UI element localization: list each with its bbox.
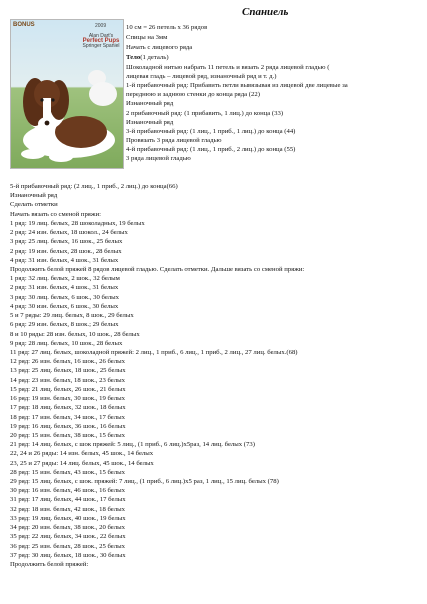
text-line: 32 ряд: 18 изн. белых, 42 шок., 18 белых: [10, 505, 125, 513]
text-line: 9 ряд: 28 лиц. белых, 10 шок., 28 белых: [10, 339, 123, 347]
text-line: 37 ряд: 30 лиц. белых, 18 шок., 30 белых: [10, 551, 126, 559]
text-line: 2 ряд: 19 изн. белых, 28 шок., 28 белых: [10, 247, 122, 255]
text-line: 2 прибавочный ряд: (1 прибавить, 1 лиц.) до конца (33): [126, 109, 284, 117]
text-line: 17 ряд: 18 лиц. белых, 32 шок., 18 белых: [10, 404, 126, 412]
text-line: 3-й прибавочный ряд: (1 лиц., 1 приб., 1 лиц.) до конца (44): [126, 127, 296, 135]
cover-brand: [81, 34, 121, 49]
page-title: Спаниель: [242, 6, 289, 18]
text-line: 4 ряд: 30 изн. белых, 6 шок., 30 белых: [10, 302, 119, 310]
text-line: переднюю и заднюю стенки до конца ряда (22): [126, 91, 260, 99]
text-line: 13 ряд: 25 лиц. белых, 18 шок., 25 белых: [10, 367, 126, 375]
text-line: 31 ряд: 17 лиц. белых, 44 шок., 17 белых: [10, 496, 126, 504]
text-line: 23, 25 и 27 ряды: 14 лиц. белых, 45 шок., 14 белых: [10, 459, 154, 467]
section-heading-note: (1 деталь): [140, 54, 169, 61]
brand-subtitle: Springer Spaniel: [82, 43, 120, 49]
text-line: 16 ряд: 19 изн. белых, 30 шок., 19 белых: [10, 395, 125, 403]
text-line: 11 ряд: 27 лиц. белых, шоколадной пряжей: 2 лиц., 1 приб., 6 лиц., 1 приб., 2 лиц., 27 лиц. белых.(68): [10, 348, 298, 356]
text-line: 33 ряд: 19 лиц. белых, 40 шок., 19 белых: [10, 514, 126, 522]
text-line: 5-й прибавочный ряд: (2 лиц., 1 приб., 2 лиц.) до конца(66): [10, 183, 178, 190]
section-heading-bold: Тело: [126, 54, 141, 61]
text-line: Сделать отметки: [10, 201, 58, 209]
text-line: 1-й прибавочный ряд: Прибавить петли вывязывая из лицевой две лицевые за: [126, 82, 348, 90]
text-line: 2 ряд: 24 изн. белых, 18 шокол., 24 белых: [10, 229, 128, 237]
text-line: 34 ряд: 20 изн. белых, 38 шок., 20 белых: [10, 524, 125, 532]
text-line: 22, 24 и 26 ряды: 14 изн. белых, 45 шок., 14 белых: [10, 450, 154, 458]
text-line: 19 ряд: 16 лиц. белых, 36 шок., 16 белых: [10, 422, 126, 430]
text-line: 2 ряд: 31 изн. белых, 4 шок., 31 белых: [10, 284, 119, 292]
text-line: лицевая гладь – лицевой ряд, изнаночный ряд и т. д.): [126, 73, 277, 81]
text-line: 12 ряд: 26 изн. белых, 16 шок., 26 белых: [10, 358, 125, 366]
text-line: 21 ряд: 14 лиц. белых, с шок пряжей: 5 лиц., (1 приб., 6 лиц.)х5раз, 14 лиц. белых (73): [10, 441, 255, 449]
pattern-cover-photo: [10, 19, 124, 169]
text-line: 3 ряд: 25 лиц. белых, 16 шок., 25 белых: [10, 238, 123, 246]
text-line: Продолжить белой пряжей:: [10, 561, 89, 569]
text-line: 30 ряд: 16 изн. белых, 46 шок., 16 белых: [10, 487, 125, 495]
text-line: 3 ряд: 30 лиц. белых, 6 шок., 30 белых: [10, 293, 119, 301]
text-line: 5 и 7 ряды: 29 лиц. белых, 8 шок., 29 белых: [10, 312, 134, 320]
brand-author: Alan Dart's: [88, 33, 114, 39]
text-line: 4-й прибавочный ряд: (1 лиц., 1 приб., 2 лиц.) до конца (55): [126, 145, 296, 153]
text-line: 35 ряд: 22 лиц. белых, 34 шок., 22 белых: [10, 533, 126, 541]
text-line: Изнаночный ряд: [126, 100, 174, 108]
text-line: Спицы на 3мм: [126, 34, 168, 41]
text-line: Продолжить белой пряжей 8 рядов лицевой гладью. Сделать отметки. Дальше вязать со сменой пряжи:: [10, 265, 305, 273]
text-line: Начать с лицевого ряда: [126, 44, 193, 51]
bonus-label: BONUS: [13, 22, 35, 28]
text-line: 36 ряд: 25 изн. белых, 28 шок., 25 белых: [10, 542, 125, 550]
text-line: 18 ряд: 17 изн. белых, 34 шок., 17 белых: [10, 413, 125, 421]
text-line: Изнаночный ряд: [10, 192, 58, 200]
text-line: 20 ряд: 15 изн. белых, 38 шок., 15 белых: [10, 431, 125, 439]
text-line: 8 и 10 ряды: 28 изн. белых, 10 шок., 28 белых: [10, 330, 140, 338]
text-line: 14 ряд: 23 изн. белых, 18 шок., 23 белых: [10, 376, 125, 384]
text-line: Начать вязать со сменой пряжи:: [10, 210, 101, 218]
text-line: 28 ряд: 15 изн. белых, 43 шок., 15 белых: [10, 468, 125, 476]
text-line: 1 ряд: 19 лиц. белых, 28 шоколадных, 19 белых: [10, 219, 145, 227]
text-line: 29 ряд: 15 лиц. белых, с шок. пряжей: 7 лиц., (1 приб., 6 лиц.)х5 раз, 1 лиц., 15 лиц. белых (78): [10, 478, 279, 486]
year-label: 2009: [95, 23, 107, 29]
text-line: 10 см = 26 петель х 36 рядов: [126, 24, 208, 31]
text-line: Шоколадной нитью набрать 11 петель и вязать 2 ряда лицевой гладью (: [126, 64, 330, 71]
brand-series: Perfect Pups: [82, 38, 120, 44]
text-line: 3 ряда лицевой гладью: [126, 155, 191, 162]
text-line: 4 ряд: 31 изн. белых, 4 шок., 31 белых: [10, 256, 119, 264]
text-line: 6 ряд: 29 изн. белых, 8 шок.; 29 белых: [10, 321, 119, 329]
text-line: Провязать 3 ряда лицевой гладью: [126, 136, 222, 144]
section-heading: [126, 53, 169, 62]
text-line: Изнаночный ряд: [126, 118, 174, 126]
text-line: 15 ряд: 21 лиц. белых, 26 шок., 21 белых: [10, 385, 126, 393]
text-line: 1 ряд: 32 лиц. белых, 2 шок., 32 белым: [10, 275, 120, 283]
